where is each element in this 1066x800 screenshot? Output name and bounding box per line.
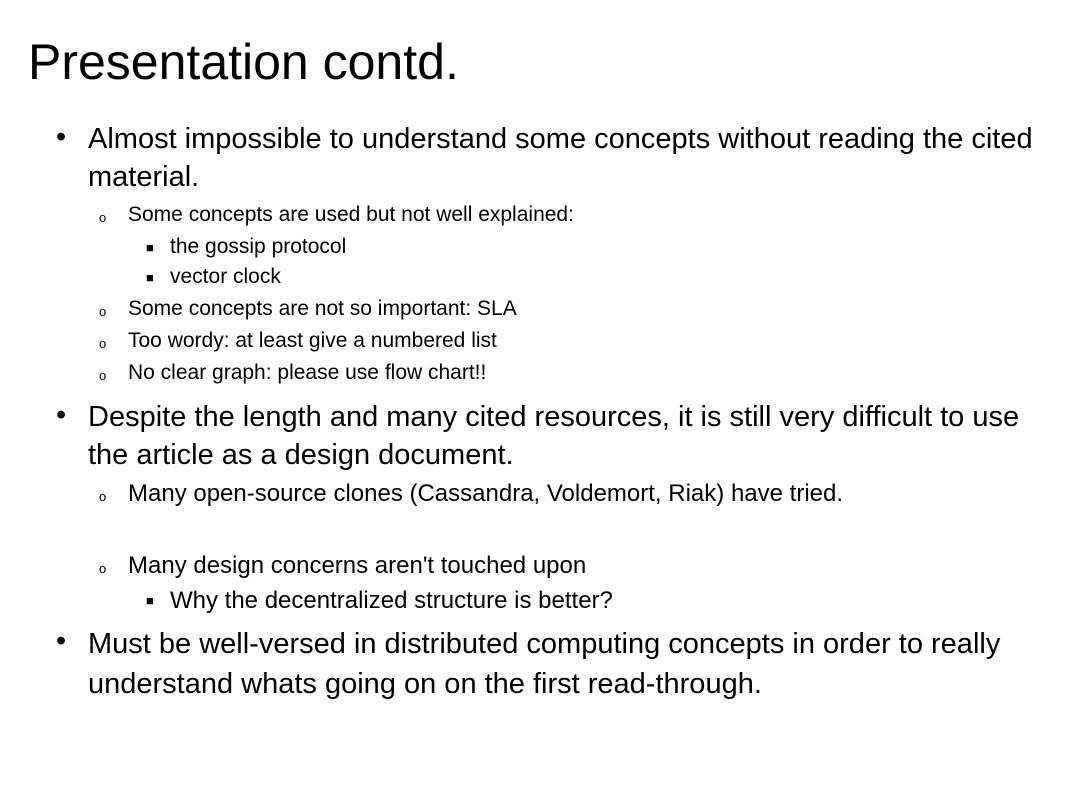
subsubpoint-1-1-2: vector clock xyxy=(170,265,281,288)
circle-marker: o xyxy=(99,336,107,351)
circle-marker: o xyxy=(99,561,107,576)
subpoint-2-1: Many open-source clones (Cassandra, Voldemort, Riak) have tried. xyxy=(128,480,844,507)
bullet-marker: • xyxy=(56,121,67,153)
square-marker: ■ xyxy=(146,270,154,285)
circle-marker: o xyxy=(99,304,107,319)
subpoint-1-1: Some concepts are used but not well explained: xyxy=(128,203,574,226)
square-marker: ■ xyxy=(146,593,154,608)
bullet-point-1: Almost impossible to understand some concepts without reading the cited material. xyxy=(88,123,1033,193)
subpoint-1-4: No clear graph: please use flow chart!! xyxy=(128,361,487,384)
bullet-marker: • xyxy=(56,625,67,657)
subsubpoint-1-1-1: the gossip protocol xyxy=(170,235,347,258)
subsubpoint-2-2-1: Why the decentralized structure is better? xyxy=(170,587,613,614)
slide-title: Presentation contd. xyxy=(28,34,459,90)
circle-marker: o xyxy=(99,368,107,383)
subpoint-1-2: Some concepts are not so important: SLA xyxy=(128,297,517,320)
subpoint-1-3: Too wordy: at least give a numbered list xyxy=(128,329,497,352)
bullet-point-2: Despite the length and many cited resources, it is still very difficult to use the article as a design document. xyxy=(88,401,1020,471)
square-marker: ■ xyxy=(146,240,154,255)
circle-marker: o xyxy=(99,489,107,504)
subpoint-2-2: Many design concerns aren't touched upon xyxy=(128,552,587,579)
circle-marker: o xyxy=(99,210,107,225)
bullet-marker: • xyxy=(56,399,67,431)
bullet-point-3: Must be well-versed in distributed computing concepts in order to really understand whats going on on the first read-through. xyxy=(88,628,1001,700)
